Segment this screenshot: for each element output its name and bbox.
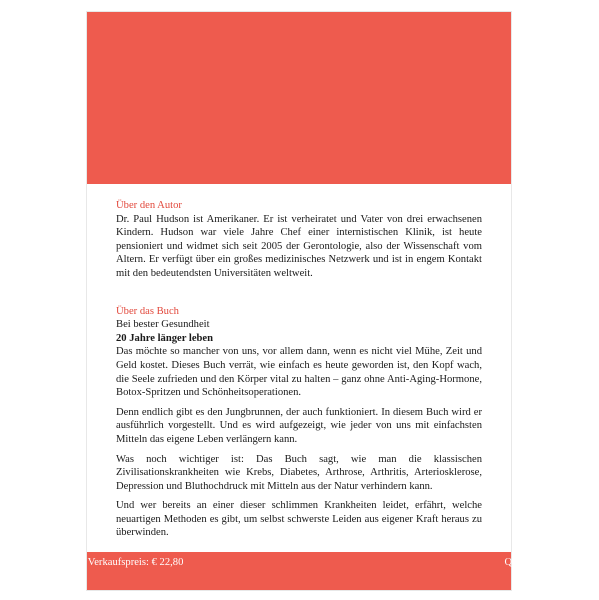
book-paragraph: Was noch wichtiger ist: Das Buch sagt, wie man die klassischen Zivilisationskrankheiten wie Krebs, Diabetes, Arthrose, Arthritis, Arteriosklerose, Depression und Bluthochdruck mit Mitteln aus der Natur verhindern kann.	[116, 453, 482, 492]
book-paragraph: Und wer bereits an einer dieser schlimmen Krankheiten leidet, erfährt, welche neuartigen Methoden es gibt, um selbst schwerste Leiden aus eigener Kraft heraus zu überwinden.	[116, 500, 482, 539]
price-label: Empfohlener Verkaufspreis: € 22,80	[30, 557, 184, 568]
book-title: 20 Jahre länger leben	[116, 332, 214, 344]
book-back-cover	[87, 12, 511, 590]
top-color-band	[87, 12, 511, 184]
author-bio: Dr. Paul Hudson ist Amerikaner. Er ist verheiratet und Vater von drei erwachsenen Kindern. Hudson war viele Jahre Chef einer internistischen Klinik, ist heute pensioniert und widmet sich seit 2005 der Gerontologie, also der Wissenschaft vom Altern. Er verfügt über ein großes medizinisches Netzwerk und ist in engem Kontakt mit den bedeutendsten Universitäten weltweit.	[116, 213, 482, 279]
publisher-slogan: Quality Counts	[504, 557, 569, 568]
book-heading: Über das Buch	[116, 305, 179, 317]
book-paragraph: Denn endlich gibt es den Jungbrunnen, der auch funktioniert. In diesem Buch wird er ausführlich vorgestellt. Und es wird aufgezeigt, wie jeder von uns mit einfachsten Mitteln das eigene Leben verlängern kann.	[116, 406, 482, 445]
book-subtitle: Bei bester Gesundheit	[116, 319, 210, 331]
book-paragraph: Das möchte so mancher von uns, vor allem dann, wenn es nicht viel Mühe, Zeit und Geld kostet. Dieses Buch verrät, wie einfach es heute geworden ist, den Kopf wach, die Seele zufrieden und den Körper vital zu halten – ganz ohne Anti-Aging-Hormone, Botox-Spritzen und Schönheitsoperationen.	[116, 346, 482, 399]
cover-text-block	[116, 199, 482, 540]
author-heading: Über den Autor	[116, 200, 182, 211]
